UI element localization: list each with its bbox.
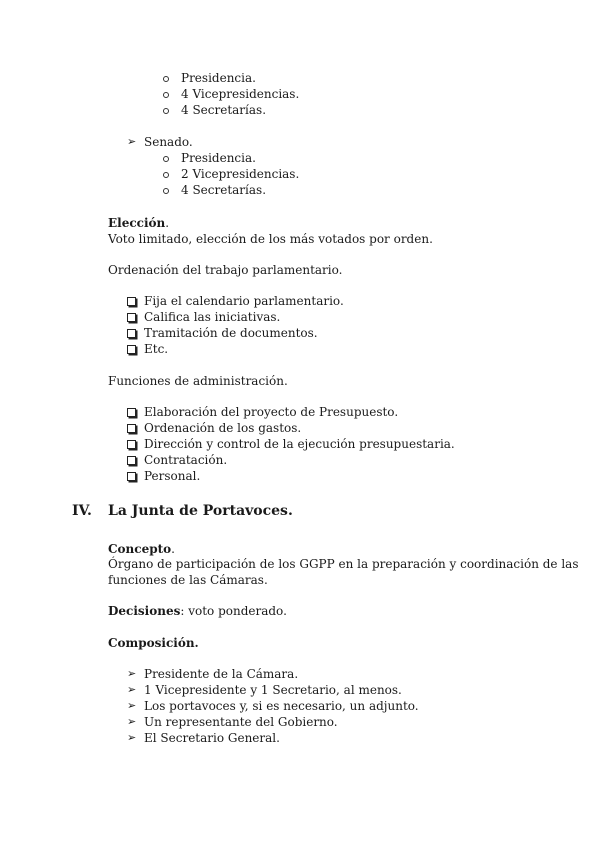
senado-item: 2 Vicepresidencias. bbox=[181, 167, 300, 181]
ordenacion-item: Tramitación de documentos. bbox=[144, 326, 318, 340]
ordenacion-intro: Ordenación del trabajo parlamentario. bbox=[108, 263, 343, 277]
section-number: IV. bbox=[72, 503, 92, 519]
eleccion-text: Voto limitado, elección de los más votados por orden. bbox=[108, 232, 433, 246]
composicion-item: Presidente de la Cámara. bbox=[144, 667, 299, 681]
ordenacion-item: Califica las iniciativas. bbox=[144, 310, 281, 324]
concepto-text-line: funciones de las Cámaras. bbox=[108, 573, 268, 587]
arrow-bullet-icon: ➢ bbox=[127, 699, 137, 712]
arrow-bullet-icon: ➢ bbox=[127, 731, 137, 744]
composicion-item: Los portavoces y, si es necesario, un adjunto. bbox=[144, 699, 419, 713]
checkbox-bullet-icon bbox=[127, 345, 136, 354]
arrow-bullet-icon: ➢ bbox=[127, 715, 137, 728]
eleccion-title-dot: . bbox=[165, 216, 170, 230]
senado-label: Senado. bbox=[144, 135, 193, 149]
circle-bullet-icon bbox=[163, 172, 169, 178]
congreso-item: 4 Vicepresidencias. bbox=[181, 87, 300, 101]
administracion-item: Ordenación de los gastos. bbox=[144, 421, 302, 435]
circle-bullet-icon bbox=[163, 188, 169, 194]
arrow-bullet-icon: ➢ bbox=[127, 683, 137, 696]
senado-item: 4 Secretarías. bbox=[181, 183, 267, 197]
checkbox-bullet-icon bbox=[127, 440, 136, 449]
eleccion-heading bbox=[108, 215, 169, 231]
composicion-item: 1 Vicepresidente y 1 Secretario, al menos. bbox=[144, 683, 402, 697]
checkbox-bullet-icon bbox=[127, 472, 136, 481]
administracion-intro: Funciones de administración. bbox=[108, 374, 288, 388]
decisiones-title: Decisiones bbox=[108, 604, 181, 618]
circle-bullet-icon bbox=[163, 108, 169, 114]
congreso-item: 4 Secretarías. bbox=[181, 103, 267, 117]
composicion-title: Composición. bbox=[108, 636, 199, 650]
concepto-heading bbox=[108, 541, 175, 557]
senado-item: Presidencia. bbox=[181, 151, 256, 165]
concepto-text-line: Órgano de participación de los GGPP en la preparación y coordinación de las bbox=[108, 557, 579, 571]
checkbox-bullet-icon bbox=[127, 329, 136, 338]
circle-bullet-icon bbox=[163, 156, 169, 162]
decisiones-line bbox=[108, 603, 287, 619]
checkbox-bullet-icon bbox=[127, 408, 136, 417]
section-title: La Junta de Portavoces. bbox=[108, 503, 293, 519]
eleccion-title: Elección bbox=[108, 216, 166, 230]
ordenacion-item: Etc. bbox=[144, 342, 169, 356]
concepto-title-dot: . bbox=[171, 542, 175, 556]
circle-bullet-icon bbox=[163, 76, 169, 82]
arrow-bullet-icon: ➢ bbox=[127, 135, 137, 148]
administracion-item: Personal. bbox=[144, 469, 201, 483]
checkbox-bullet-icon bbox=[127, 313, 136, 322]
congreso-item: Presidencia. bbox=[181, 71, 256, 85]
circle-bullet-icon bbox=[163, 92, 169, 98]
checkbox-bullet-icon bbox=[127, 456, 136, 465]
administracion-item: Dirección y control de la ejecución presupuestaria. bbox=[144, 437, 455, 451]
composicion-item: Un representante del Gobierno. bbox=[144, 715, 338, 729]
concepto-title: Concepto bbox=[108, 542, 172, 556]
arrow-bullet-icon: ➢ bbox=[127, 667, 137, 680]
administracion-item: Contratación. bbox=[144, 453, 228, 467]
ordenacion-item: Fija el calendario parlamentario. bbox=[144, 294, 344, 308]
administracion-item: Elaboración del proyecto de Presupuesto. bbox=[144, 405, 399, 419]
checkbox-bullet-icon bbox=[127, 297, 136, 306]
decisiones-text: : voto ponderado. bbox=[180, 604, 287, 618]
checkbox-bullet-icon bbox=[127, 424, 136, 433]
composicion-item: El Secretario General. bbox=[144, 731, 280, 745]
